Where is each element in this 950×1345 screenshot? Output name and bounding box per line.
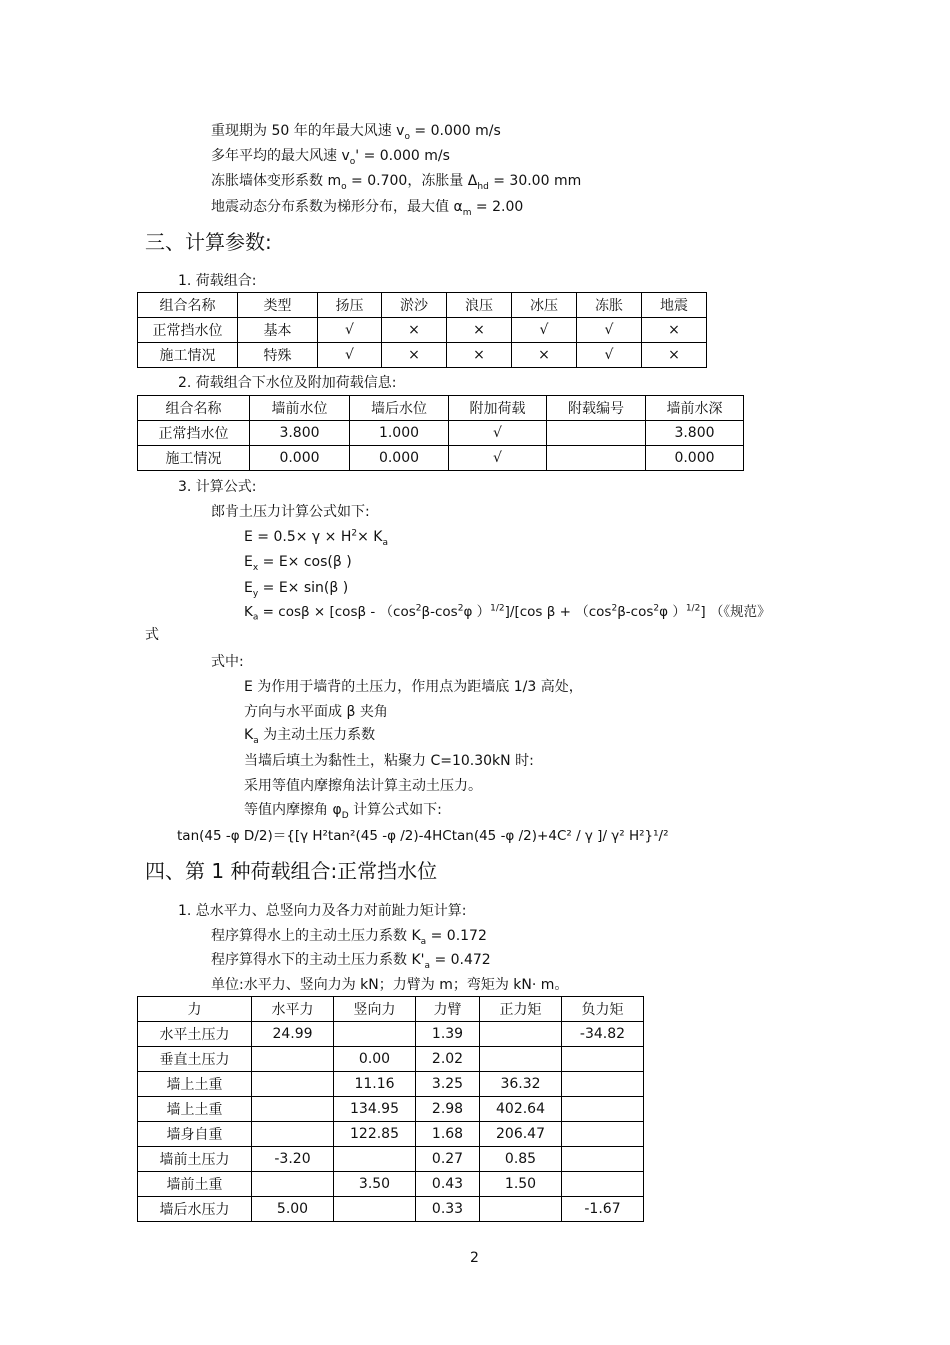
table-header-cell: 墙后水位 bbox=[350, 396, 449, 421]
table-cell: 墙前土重 bbox=[138, 1172, 252, 1197]
table-header-cell: 力臂 bbox=[416, 997, 480, 1022]
table-header-cell: 负力矩 bbox=[562, 997, 644, 1022]
subsection-force-calc: 1. 总水平力、总竖向力及各力对前趾力矩计算: bbox=[178, 903, 467, 919]
formula-intro: 郎肯土压力计算公式如下: bbox=[211, 504, 370, 520]
table-cell: 24.99 bbox=[252, 1022, 334, 1047]
table-cell: × bbox=[447, 343, 512, 368]
table-header-cell: 正力矩 bbox=[480, 997, 562, 1022]
table-row bbox=[138, 1197, 644, 1222]
table-cell: 1.50 bbox=[480, 1172, 562, 1197]
table-cell: 0.000 bbox=[250, 446, 350, 471]
explanation-line: E 为作用于墙背的土压力，作用点为距墙底 1/3 高处， bbox=[244, 679, 583, 695]
table-cell bbox=[562, 1072, 644, 1097]
table-cell: 墙上土重 bbox=[138, 1072, 252, 1097]
table-header-cell: 墙前水位 bbox=[250, 396, 350, 421]
units-note: 单位:水平力、竖向力为 kN；力臂为 m；弯矩为 kN· m。 bbox=[211, 977, 569, 993]
table-cell: × bbox=[642, 343, 707, 368]
table-header-cell: 水平力 bbox=[252, 997, 334, 1022]
table-header-cell: 墙前水深 bbox=[646, 396, 744, 421]
subsection-water-levels: 2. 荷载组合下水位及附加荷载信息: bbox=[178, 375, 397, 391]
table-header-cell: 附载编号 bbox=[547, 396, 646, 421]
table-cell: 206.47 bbox=[480, 1122, 562, 1147]
table-cell: -34.82 bbox=[562, 1022, 644, 1047]
formula-equivalent-friction: tan(45 -φ D/2)＝{[γ H²tan²(45 -φ /2)-4HCtan(45 -φ /2)+4C² / γ ]/ γ² H²}¹/² bbox=[177, 828, 669, 844]
table-cell: 施工情况 bbox=[138, 446, 250, 471]
where-label: 式中: bbox=[211, 654, 244, 670]
table-cell: 水平土压力 bbox=[138, 1022, 252, 1047]
subsection-load-combos: 1. 荷载组合: bbox=[178, 273, 257, 289]
table-cell bbox=[480, 1022, 562, 1047]
explanation-line: 方向与水平面成 β 夹角 bbox=[244, 704, 388, 720]
table-cell: 2.02 bbox=[416, 1047, 480, 1072]
table-cell: √ bbox=[318, 318, 382, 343]
table-cell: 3.50 bbox=[334, 1172, 416, 1197]
table-cell bbox=[562, 1097, 644, 1122]
table-cell: 134.95 bbox=[334, 1097, 416, 1122]
table-cell: -3.20 bbox=[252, 1147, 334, 1172]
table-cell: 基本 bbox=[238, 318, 318, 343]
table-cell bbox=[252, 1047, 334, 1072]
table-cell: 1.39 bbox=[416, 1022, 480, 1047]
param-line-seismic: 地震动态分布系数为梯形分布，最大值 $\alpha_m = 2.00$ bbox=[211, 199, 524, 218]
table-cell: 墙身自重 bbox=[138, 1122, 252, 1147]
table-cell: 正常挡水位 bbox=[138, 421, 250, 446]
table-header-row bbox=[138, 293, 707, 318]
table-cell bbox=[562, 1147, 644, 1172]
table-header-cell: 组合名称 bbox=[138, 293, 238, 318]
formula-Ka-tail: 式 bbox=[145, 627, 159, 643]
table-cell: 0.00 bbox=[334, 1047, 416, 1072]
table-cell bbox=[252, 1122, 334, 1147]
table-cell bbox=[562, 1122, 644, 1147]
table-cell: 0.43 bbox=[416, 1172, 480, 1197]
table-header-cell: 力 bbox=[138, 997, 252, 1022]
table-row bbox=[138, 1047, 644, 1072]
table-header-row bbox=[138, 396, 744, 421]
table-cell bbox=[252, 1172, 334, 1197]
table-header-cell: 冰压 bbox=[512, 293, 577, 318]
water-level-table bbox=[137, 395, 744, 471]
param-line-wind-avg: 多年平均的最大风速 $v_o' = 0.000$ m/s bbox=[211, 148, 450, 167]
formula-Ex: $E_x = E\times \cos(\beta$ ) bbox=[244, 554, 352, 573]
table-cell: 0.000 bbox=[646, 446, 744, 471]
table-header-cell: 组合名称 bbox=[138, 396, 250, 421]
table-cell: 特殊 bbox=[238, 343, 318, 368]
table-cell: 墙后水压力 bbox=[138, 1197, 252, 1222]
table-cell bbox=[252, 1097, 334, 1122]
table-header-cell: 淤沙 bbox=[382, 293, 447, 318]
table-cell: 2.98 bbox=[416, 1097, 480, 1122]
table-cell: 0.000 bbox=[350, 446, 449, 471]
table-cell: 墙前土压力 bbox=[138, 1147, 252, 1172]
table-cell: √ bbox=[577, 343, 642, 368]
explanation-line: $K_a$ 为主动土压力系数 bbox=[244, 727, 376, 746]
coeff-above-water: 程序算得水上的主动土压力系数 $K_a = 0.172$ bbox=[211, 928, 487, 947]
table-header-cell: 竖向力 bbox=[334, 997, 416, 1022]
table-cell: 正常挡水位 bbox=[138, 318, 238, 343]
load-combo-table bbox=[137, 292, 707, 368]
table-cell: 3.800 bbox=[646, 421, 744, 446]
table-row bbox=[138, 318, 707, 343]
table-cell bbox=[547, 446, 646, 471]
explanation-line: 当墙后填土为黏性土，粘聚力 C=10.30kN 时: bbox=[244, 753, 534, 769]
table-cell: 0.27 bbox=[416, 1147, 480, 1172]
table-cell: 11.16 bbox=[334, 1072, 416, 1097]
table-cell: 1.000 bbox=[350, 421, 449, 446]
table-cell: -1.67 bbox=[562, 1197, 644, 1222]
table-cell: 3.25 bbox=[416, 1072, 480, 1097]
table-cell bbox=[334, 1022, 416, 1047]
table-cell: 0.33 bbox=[416, 1197, 480, 1222]
table-cell: 0.85 bbox=[480, 1147, 562, 1172]
formula-Ka: $K_a = \cos\beta \times [\cos\beta - (\cos^2\beta-\cos^2\varphi$ ）$^{1/2}$]/[cos $\beta + (\cos^2\beta-\cos^2\varphi$ ）$^{1/2}$] （《规范》 bbox=[244, 603, 771, 623]
param-line-wind-50yr: 重现期为 50 年的年最大风速 $v_o = 0.000$ m/s bbox=[211, 123, 501, 142]
table-header-cell: 冻胀 bbox=[577, 293, 642, 318]
table-row bbox=[138, 1097, 644, 1122]
table-cell: × bbox=[382, 343, 447, 368]
table-cell: 施工情况 bbox=[138, 343, 238, 368]
table-row bbox=[138, 1022, 644, 1047]
table-row bbox=[138, 1072, 644, 1097]
table-cell: √ bbox=[577, 318, 642, 343]
formula-Ey: $E_y = E\times \sin(\beta$ ) bbox=[244, 580, 349, 599]
table-cell bbox=[480, 1197, 562, 1222]
table-header-cell: 类型 bbox=[238, 293, 318, 318]
table-row bbox=[138, 1122, 644, 1147]
section-4-title: 四、第 1 种荷载组合:正常挡水位 bbox=[145, 859, 438, 883]
force-moment-table bbox=[137, 996, 644, 1222]
table-header-cell: 浪压 bbox=[447, 293, 512, 318]
table-cell bbox=[562, 1172, 644, 1197]
explanation-line: 采用等值内摩擦角法计算主动土压力。 bbox=[244, 778, 482, 794]
section-3-title: 三、计算参数: bbox=[145, 230, 272, 254]
table-cell bbox=[547, 421, 646, 446]
table-cell: × bbox=[512, 343, 577, 368]
table-cell: × bbox=[382, 318, 447, 343]
explanation-line: 等值内摩擦角 $\varphi_D$ 计算公式如下: bbox=[244, 802, 442, 821]
table-cell: × bbox=[642, 318, 707, 343]
table-cell bbox=[334, 1197, 416, 1222]
formula-E: $E = 0.5\times \gamma \times H^2\times K_a$ bbox=[244, 528, 388, 548]
table-cell: 1.68 bbox=[416, 1122, 480, 1147]
page-number: 2 bbox=[470, 1250, 479, 1266]
coeff-below-water: 程序算得水下的主动土压力系数 $K'_a = 0.472$ bbox=[211, 952, 491, 971]
table-row bbox=[138, 421, 744, 446]
table-cell: 122.85 bbox=[334, 1122, 416, 1147]
subsection-formulas: 3. 计算公式: bbox=[178, 479, 257, 495]
table-row bbox=[138, 446, 744, 471]
table-header-row bbox=[138, 997, 644, 1022]
table-cell: 36.32 bbox=[480, 1072, 562, 1097]
table-header-cell: 扬压 bbox=[318, 293, 382, 318]
table-cell: 3.800 bbox=[250, 421, 350, 446]
table-header-cell: 地震 bbox=[642, 293, 707, 318]
table-cell bbox=[562, 1047, 644, 1072]
table-cell: 5.00 bbox=[252, 1197, 334, 1222]
table-cell bbox=[252, 1072, 334, 1097]
table-cell: 墙上土重 bbox=[138, 1097, 252, 1122]
table-cell: 402.64 bbox=[480, 1097, 562, 1122]
table-cell bbox=[334, 1147, 416, 1172]
table-cell bbox=[480, 1047, 562, 1072]
table-cell: 垂直土压力 bbox=[138, 1047, 252, 1072]
param-line-frost: 冻胀墙体变形系数 $m_o = 0.700$，冻胀量 $\Delta_{hd} = 30.00$ mm bbox=[211, 173, 582, 192]
table-cell: √ bbox=[318, 343, 382, 368]
table-row bbox=[138, 343, 707, 368]
table-cell: √ bbox=[512, 318, 577, 343]
table-header-cell: 附加荷载 bbox=[449, 396, 547, 421]
table-row bbox=[138, 1172, 644, 1197]
table-cell: √ bbox=[449, 446, 547, 471]
table-row bbox=[138, 1147, 644, 1172]
table-cell: × bbox=[447, 318, 512, 343]
table-cell: √ bbox=[449, 421, 547, 446]
